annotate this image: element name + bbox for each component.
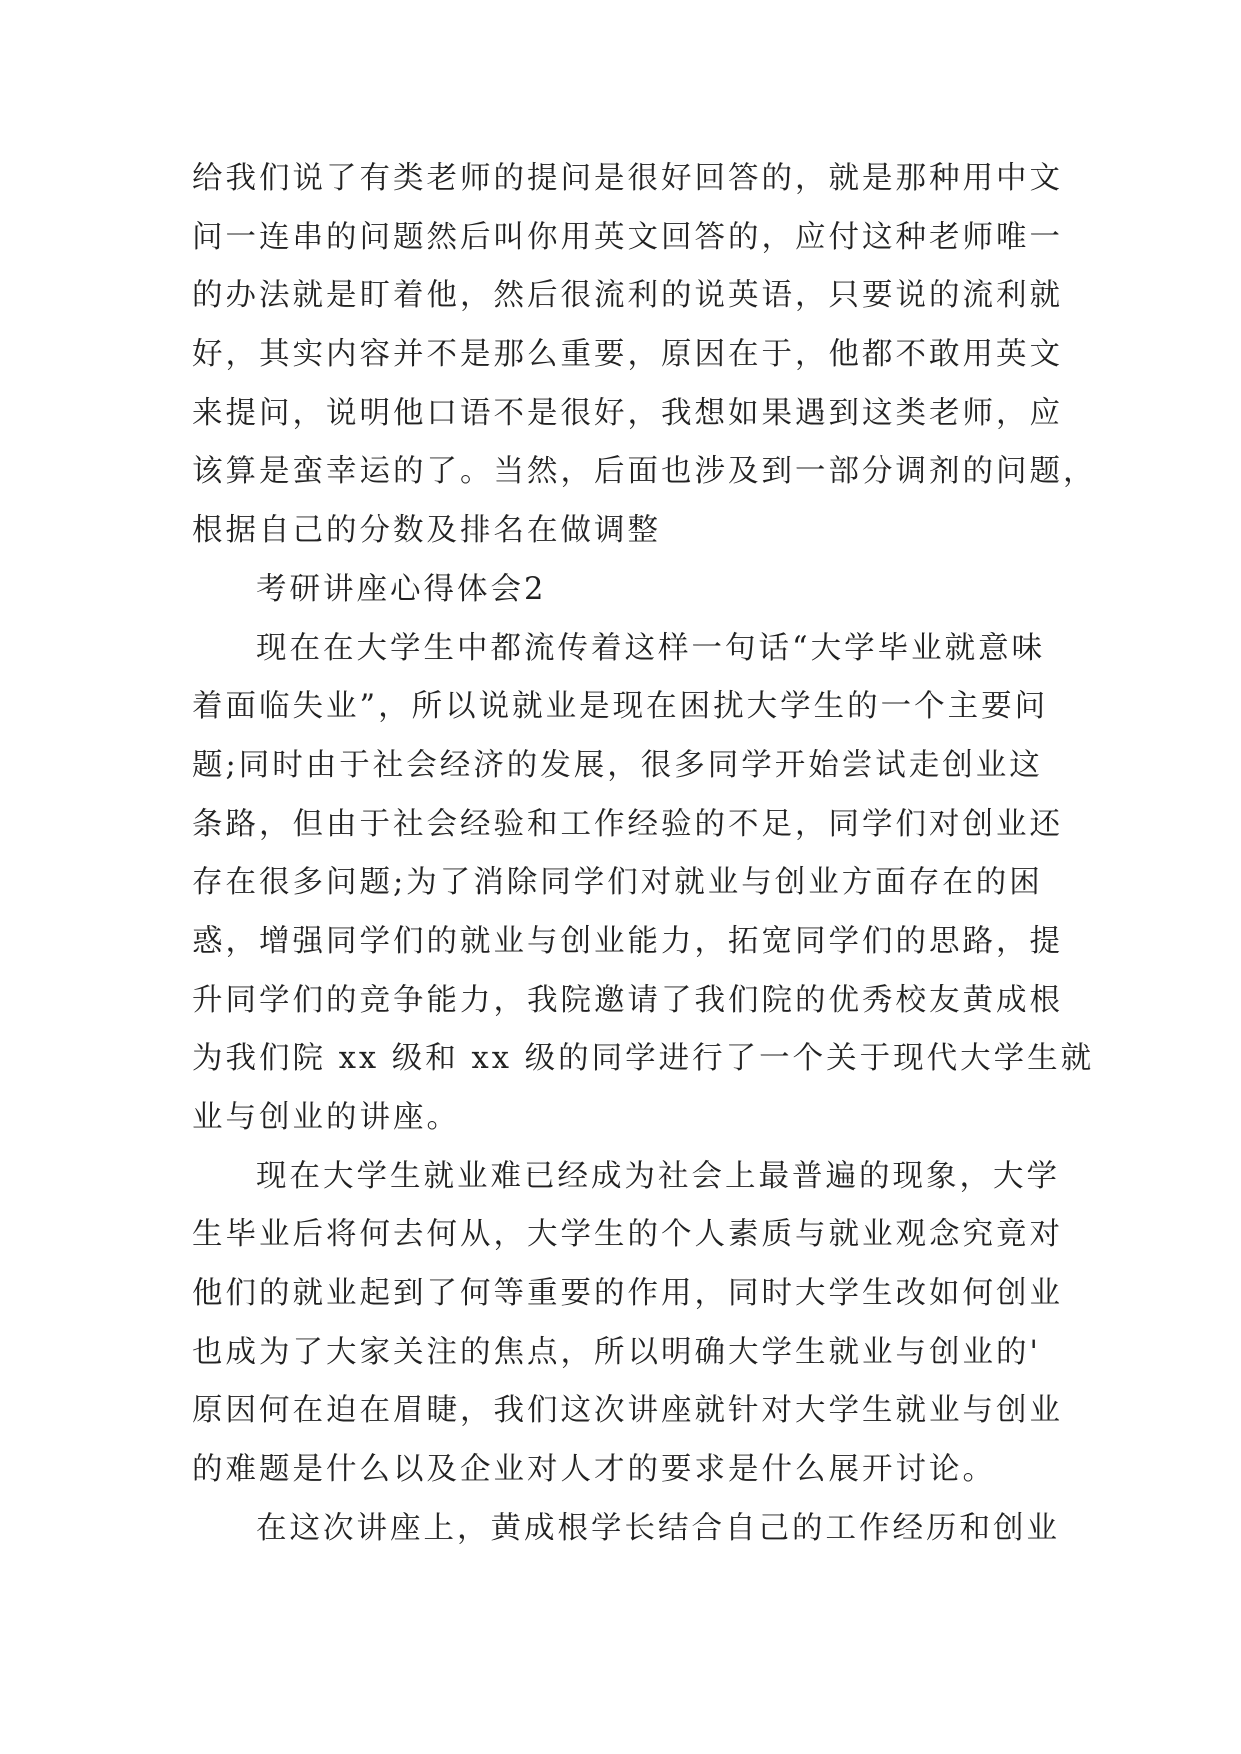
text-line: 他们的就业起到了何等重要的作用，同时大学生改如何创业 — [192, 1276, 1063, 1312]
text-line: 来提问，说明他口语不是很好，我想如果遇到这类老师，应 — [192, 395, 1063, 431]
text-line: 生毕业后将何去何从，大学生的个人素质与就业观念究竟对 — [192, 1217, 1063, 1253]
text-line: 升同学们的竞争能力，我院邀请了我们院的优秀校友黄成根 — [192, 982, 1063, 1018]
text-line: 好，其实内容并不是那么重要，原因在于，他都不敢用英文 — [192, 337, 1063, 373]
text-line: 问一连串的问题然后叫你用英文回答的，应付这种老师唯一 — [192, 219, 1063, 255]
text-line: 根据自己的分数及排名在做调整 — [192, 513, 661, 549]
text-line: 在这次讲座上，黄成根学长结合自己的工作经历和创业 — [256, 1510, 1060, 1546]
section-heading: 考研讲座心得体会2 — [256, 571, 547, 607]
text-line: 为我们院 xx 级和 xx 级的同学进行了一个关于现代大学生就 — [192, 1041, 1095, 1077]
document-body — [192, 150, 1097, 1559]
text-line: 条路，但由于社会经验和工作经验的不足，同学们对创业还 — [192, 806, 1063, 842]
text-line: 惑，增强同学们的就业与创业能力，拓宽同学们的思路，提 — [192, 923, 1063, 959]
text-line: 现在大学生就业难已经成为社会上最普遍的现象，大学 — [256, 1158, 1060, 1194]
text-line: 该算是蛮幸运的了。当然，后面也涉及到一部分调剂的问题， — [192, 454, 1097, 490]
text-line: 原因何在迫在眉睫，我们这次讲座就针对大学生就业与创业 — [192, 1393, 1063, 1429]
text-line: 业与创业的讲座。 — [192, 1100, 460, 1135]
text-line: 给我们说了有类老师的提问是很好回答的，就是那种用中文 — [192, 161, 1063, 196]
text-line: 也成为了大家关注的焦点，所以明确大学生就业与创业的' — [192, 1334, 1041, 1370]
text-line: 题;同时由于社会经济的发展，很多同学开始尝试走创业这 — [192, 747, 1043, 783]
text-line: 的难题是什么以及企业对人才的要求是什么展开讨论。 — [192, 1452, 996, 1488]
text-line: 着面临失业”，所以说就业是现在困扰大学生的一个主要问 — [192, 689, 1049, 725]
text-line: 现在在大学生中都流传着这样一句话“大学毕业就意味 — [256, 630, 1046, 666]
text-line: 的办法就是盯着他，然后很流利的说英语，只要说的流利就 — [192, 278, 1063, 314]
text-line: 存在很多问题;为了消除同学们对就业与创业方面存在的困 — [192, 865, 1043, 901]
